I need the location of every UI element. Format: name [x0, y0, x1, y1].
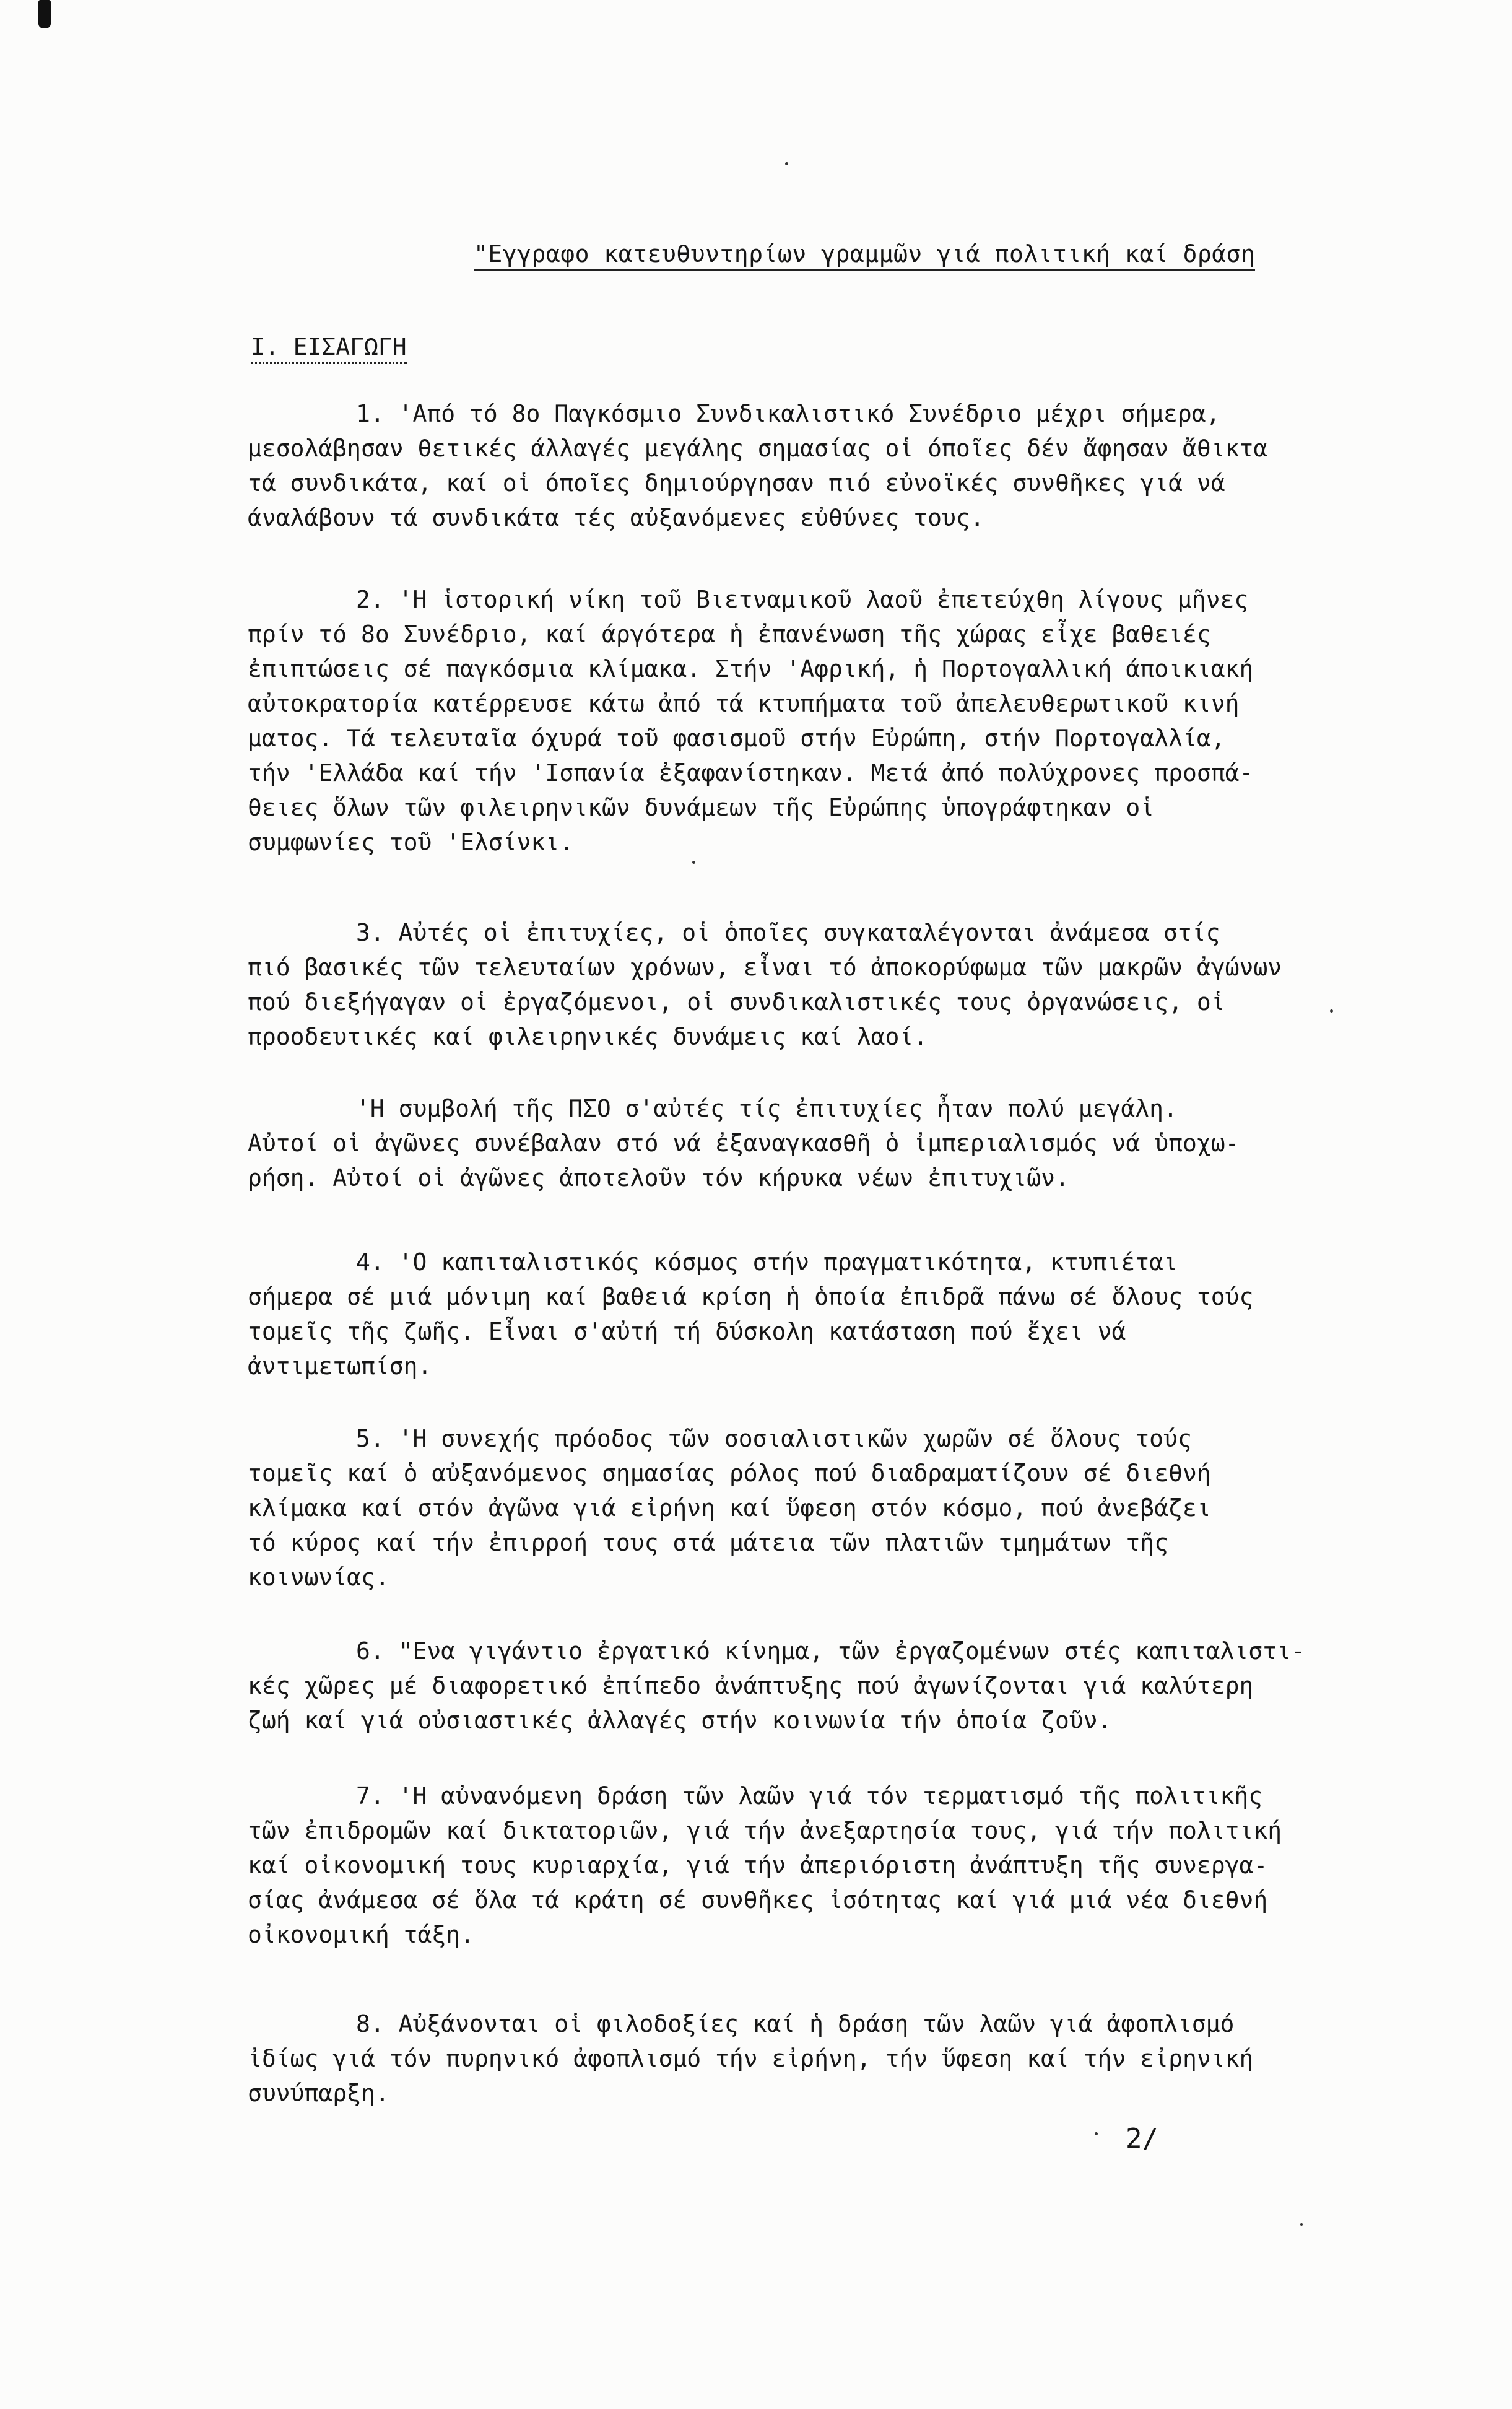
paragraph-6 [248, 1634, 1381, 1738]
paragraph-2 [248, 582, 1381, 860]
text-line: θειες ὅλων τῶν φιλειρηνικῶν δυνάμεων τῆς Εὐρώπης ὑπογράφτηκαν οἱ [248, 794, 1155, 821]
text-line: 1. 'Από τό 8ο Παγκόσμιο Συνδικαλιστικό Συνέδριο μέχρι σήμερα, [356, 400, 1220, 427]
document-title: "Εγγραφο κατευθυντηρίων γραμμῶν γιά πολιτική καί δράση [474, 240, 1255, 271]
scan-speck [785, 162, 788, 165]
paragraph-4 [248, 1245, 1381, 1383]
paragraph-1 [248, 396, 1381, 535]
text-line: συνύπαρξη. [248, 2080, 389, 2107]
paragraph-7 [248, 1779, 1381, 1952]
paragraph-5 [248, 1421, 1381, 1595]
text-line: 6. "Ενα γιγάντιο ἐργατικό κίνημα, τῶν ἐργαζομένων στές καπιταλιστι- [356, 1637, 1305, 1665]
text-line: πρίν τό 8ο Συνέδριο, καί άργότερα ἡ ἐπανένωση τῆς χώρας εἶχε βαθειές [248, 621, 1211, 648]
text-line: τῶν ἐπιδρομῶν καί δικτατοριῶν, γιά τήν ἀνεξαρτησία τους, γιά τήν πολιτική [248, 1817, 1282, 1844]
text-line: ἰδίως γιά τόν πυρηνικό ἀφοπλισμό τήν εἰρήνη, τήν ὕφεση καί τήν εἰρηνική [248, 2045, 1254, 2072]
section-heading: Ι. ΕΙΣΑΓΩΓΗ [251, 333, 407, 364]
text-line: ρήση. Αὐτοί οἱ ἀγῶνες ἀποτελοῦν τόν κήρυκα νέων ἐπιτυχιῶν. [248, 1164, 1069, 1191]
page-number: 2/ [1126, 2123, 1158, 2154]
text-line: προοδευτικές καί φιλειρηνικές δυνάμεις καί λαοί. [248, 1023, 928, 1050]
text-line: 4. 'Ο καπιταλιστικός κόσμος στήν πραγματικότητα, κτυπιέται [356, 1248, 1178, 1276]
text-line: 2. 'Η ἱστορική νίκη τοῦ Βιετναμικοῦ λαοῦ ἐπετεύχθη λίγους μῆνες [356, 586, 1249, 613]
text-line: 5. 'Η συνεχής πρόοδος τῶν σοσιαλιστικῶν χωρῶν σέ ὅλους τούς [356, 1425, 1192, 1452]
scan-speck [1095, 2132, 1098, 2135]
text-line: κοινωνίας. [248, 1564, 389, 1591]
text-line: Αὐτοί οἱ ἀγῶνες συνέβαλαν στό νά ἐξαναγκασθῆ ὁ ἰμπεριαλισμός νά ὑποχω- [248, 1130, 1240, 1157]
text-line: καί οἰκονομική τους κυριαρχία, γιά τήν ἀπεριόριστη ἀνάπτυξη τῆς συνεργα- [248, 1852, 1268, 1879]
text-line: 'Η συμβολή τῆς ΠΣΟ σ'αὐτές τίς ἐπιτυχίες ἦταν πολύ μεγάλη. [356, 1095, 1178, 1122]
text-line: σίας ἀνάμεσα σέ ὅλα τά κράτη σέ συνθῆκες ἰσότητας καί γιά μιά νέα διεθνή [248, 1886, 1268, 1914]
scan-corner-mark [38, 0, 51, 28]
text-line: άναλάβουν τά συνδικάτα τές αὐξανόμενες εὐθύνες τους. [248, 504, 984, 531]
text-line: αὐτοκρατορία κατέρρευσε κάτω ἀπό τά κτυπήματα τοῦ ἀπελευθερωτικοῦ κινή [248, 690, 1240, 717]
text-line: κλίμακα καί στόν ἀγῶνα γιά εἰρήνη καί ὕφεση στόν κόσμο, πού ἀνεβάζει [248, 1494, 1211, 1522]
text-line: ζωή καί γιά οὐσιαστικές ἀλλαγές στήν κοινωνία τήν ὁποία ζοῦν. [248, 1707, 1112, 1734]
text-line: μεσολάβησαν θετικές άλλαγές μεγάλης σημασίας οἱ όποῖες δέν ἄφησαν ἄθικτα [248, 435, 1268, 462]
paragraph-3b [248, 1091, 1381, 1195]
text-line: πού διεξήγαγαν οἱ ἐργαζόμενοι, οἱ συνδικαλιστικές τους ὀργανώσεις, οἱ [248, 988, 1225, 1016]
text-line: ἐπιπτώσεις σέ παγκόσμια κλίμακα. Στήν 'Αφρική, ἡ Πορτογαλλική άποικιακή [248, 655, 1254, 682]
text-line: τό κύρος καί τήν ἐπιρροή τους στά μάτεια τῶν πλατιῶν τμημάτων τῆς [248, 1529, 1169, 1556]
text-line: τήν 'Ελλάδα καί τήν 'Ισπανία ἐξαφανίστηκαν. Μετά ἀπό πολύχρονες προσπά- [248, 759, 1254, 786]
paragraph-8 [248, 2006, 1381, 2111]
scan-speck [692, 861, 695, 864]
scan-speck [1300, 2223, 1303, 2226]
text-line: τομεῖς καί ὁ αὐξανόμενος σημασίας ρόλος πού διαδραματίζουν σέ διεθνή [248, 1460, 1211, 1487]
paragraph-3 [248, 915, 1381, 1054]
text-line: 7. 'Η αὐνανόμενη δράση τῶν λαῶν γιά τόν τερματισμό τῆς πολιτικῆς [356, 1782, 1263, 1810]
text-line: ἀντιμετωπίση. [248, 1353, 432, 1380]
text-line: σήμερα σέ μιά μόνιμη καί βαθειά κρίση ἡ ὁποία ἐπιδρᾶ πάνω σέ ὅλους τούς [248, 1283, 1254, 1310]
text-line: τά συνδικάτα, καί οἱ όποῖες δημιούργησαν πιό εὐνοϊκές συνθῆκες γιά νά [248, 469, 1225, 497]
text-line: 8. Αὐξάνονται οἱ φιλοδοξίες καί ἡ δράση τῶν λαῶν γιά ἀφοπλισμό [356, 2010, 1235, 2037]
text-line: κές χῶρες μέ διαφορετικό ἐπίπεδο ἀνάπτυξης πού ἀγωνίζονται γιά καλύτερη [248, 1672, 1254, 1699]
text-line: ματος. Τά τελευταῖα όχυρά τοῦ φασισμοῦ στήν Εὐρώπη, στήν Πορτογαλλία, [248, 725, 1225, 752]
text-line: οἰκονομική τάξη. [248, 1921, 475, 1948]
text-line: 3. Αὐτές οἱ ἐπιτυχίες, οἱ ὁποῖες συγκαταλέγονται ἀνάμεσα στίς [356, 919, 1220, 946]
text-line: τομεῖς τῆς ζωῆς. Εἶναι σ'αὐτή τή δύσκολη κατάσταση πού ἔχει νά [248, 1318, 1126, 1345]
scan-speck [1330, 1009, 1333, 1013]
text-line: πιό βασικές τῶν τελευταίων χρόνων, εἶναι τό ἀποκορύφωμα τῶν μακρῶν ἀγώνων [248, 954, 1282, 981]
text-line: συμφωνίες τοῦ 'Ελσίνκι. [248, 829, 574, 856]
